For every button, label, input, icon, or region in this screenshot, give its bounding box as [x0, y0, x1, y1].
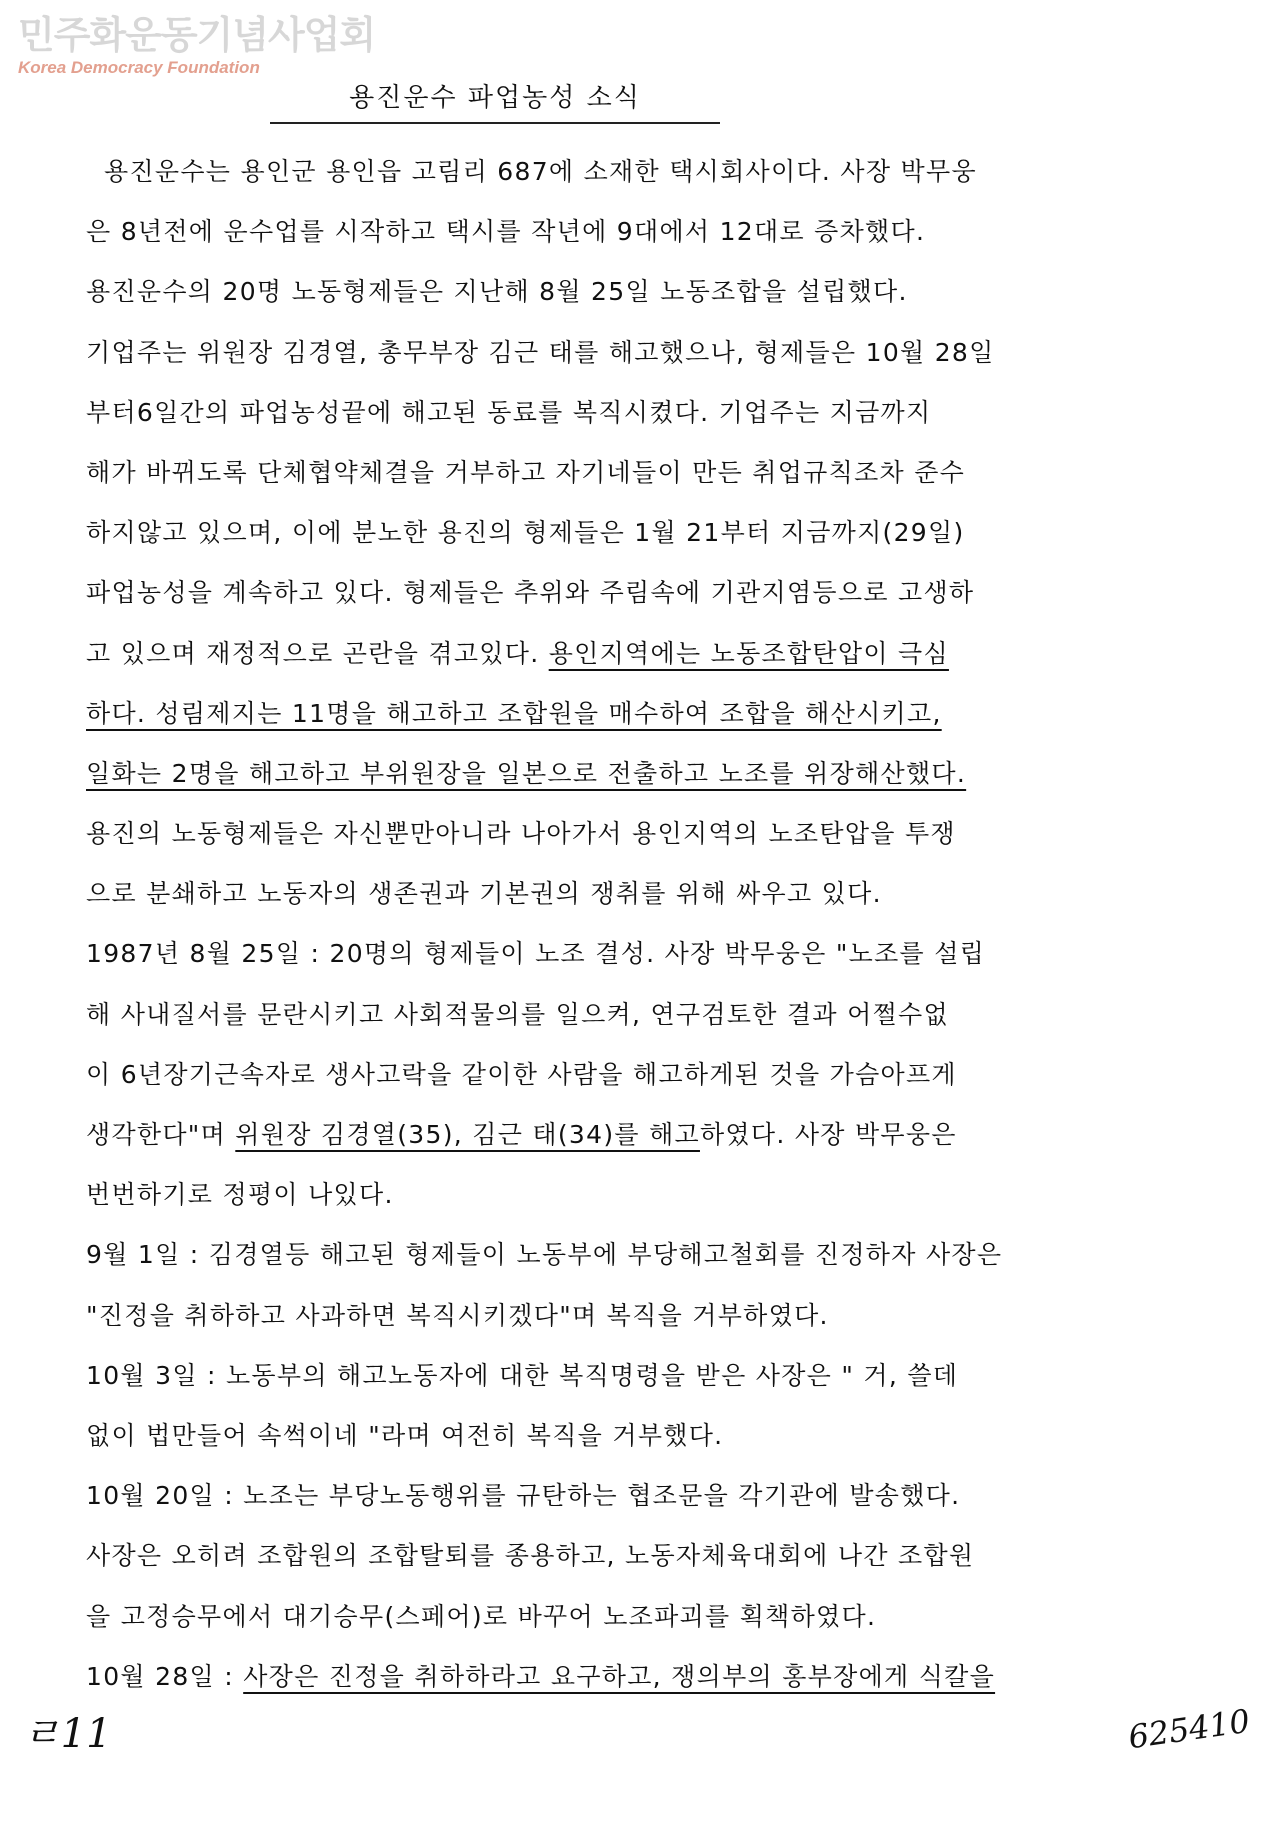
body-line — [86, 1113, 1206, 1173]
body-line: 10월 3일 : 노동부의 해고노동자에 대한 복직명령을 받은 사장은 " 거, 쓸데 — [86, 1360, 959, 1390]
body-line: 용진운수는 용인군 용인읍 고림리 687에 소재한 택시회사이다. 사장 박무웅 — [104, 157, 977, 186]
body-line — [86, 1655, 1206, 1715]
body-line: 은 8년전에 운수업를 시작하고 택시를 작년에 9대에서 12대로 증차했다. — [86, 217, 926, 247]
body-line: 파업농성을 계속하고 있다. 형제들은 추위와 주림속에 기관지염등으로 고생하 — [86, 578, 975, 608]
body-line: 없이 법만들어 속썩이네 "라며 여전히 복직을 거부했다. — [86, 1420, 724, 1450]
document-title-block — [270, 78, 720, 118]
underlined-text: 위원장 김경열(35), 김근 태(34)를 해고 — [235, 1120, 700, 1149]
watermark-korean: 민주화운동기념사업회 — [18, 13, 376, 57]
body-line: 용진운수의 20명 노동형제들은 지난해 8월 25일 노동조합을 설립했다. — [86, 277, 908, 307]
body-line-text: 10월 28일 : — [86, 1661, 244, 1691]
body-line: 하지않고 있으며, 이에 분노한 용진의 형제들은 1월 21부터 지금까지(29일) — [86, 518, 965, 548]
body-line: 기업주는 위원장 김경열, 총무부장 김근 태를 해고했으나, 형제들은 10월 28일 — [86, 337, 995, 367]
body-line: "진정을 취하하고 사과하면 복직시키겠다"며 복직을 거부하였다. — [86, 1300, 829, 1330]
body-line-text: 하였다. 사장 박무웅은 — [699, 1120, 957, 1149]
body-line: 을 고정승무에서 대기승무(스페어)로 바꾸어 노조파괴를 획책하였다. — [86, 1601, 877, 1631]
body-line: 부터6일간의 파업농성끝에 해고된 동료를 복직시켰다. 기업주는 지금까지 — [86, 397, 932, 427]
document-body — [86, 150, 1206, 1715]
underlined-text: 용인지역에는 노동조합탄압이 극심 — [548, 638, 949, 668]
body-line: 이 6년장기근속자로 생사고락을 같이한 사람을 해고하게된 것을 가슴아프게 — [86, 1059, 957, 1089]
body-line: 번번하기로 정평이 나있다. — [86, 1180, 394, 1210]
body-line: 해가 바뀌도록 단체협약체결을 거부하고 자기네들이 만든 취업규칙조차 준수 — [86, 457, 966, 487]
page-number: 625410 — [1125, 1701, 1253, 1757]
watermark-english: Korea Democracy Foundation — [18, 58, 260, 77]
body-line-text: 생각한다"며 — [86, 1120, 236, 1149]
body-line: 사장은 오히려 조합원의 조합탈퇴를 종용하고, 노동자체육대회에 나간 조합원 — [86, 1541, 975, 1571]
body-line-text: 고 있으며 재정적으로 곤란을 겪고있다. — [86, 638, 549, 668]
margin-note: ㄹ11 — [22, 1711, 112, 1757]
body-line: 용진의 노동형제들은 자신뿐만아니라 나아가서 용인지역의 노조탄압을 투쟁 — [86, 819, 956, 849]
body-line: 10월 20일 : 노조는 부당노동행위를 규탄하는 협조문을 각기관에 발송했다. — [86, 1481, 961, 1511]
body-line: 1987년 8월 25일 : 20명의 형제들이 노조 결성. 사장 박무웅은 "노조를 설립 — [86, 939, 986, 969]
body-line — [86, 632, 1206, 692]
body-line: 9월 1일 : 김경열등 해고된 형제들이 노동부에 부당해고철회를 진정하자 사장은 — [86, 1240, 1003, 1270]
body-line-underlined: 하다. 성림제지는 11명을 해고하고 조합원을 매수하여 조합을 해산시키고, — [86, 698, 942, 728]
body-line-underlined: 일화는 2명을 해고하고 부위원장을 일본으로 전출하고 노조를 위장해산했다. — [86, 758, 967, 788]
body-line: 으로 분쇄하고 노동자의 생존권과 기본권의 쟁취를 위해 싸우고 있다. — [86, 879, 882, 909]
title-underline — [270, 122, 720, 124]
underlined-text: 사장은 진정을 취하하라고 요구하고, 쟁의부의 홍부장에게 식칼을 — [243, 1661, 996, 1691]
document-title: 용진운수 파업농성 소식 — [349, 83, 641, 113]
watermark — [18, 12, 375, 78]
body-line: 해 사내질서를 문란시키고 사회적물의를 일으켜, 연구검토한 결과 어쩔수없 — [86, 999, 949, 1029]
